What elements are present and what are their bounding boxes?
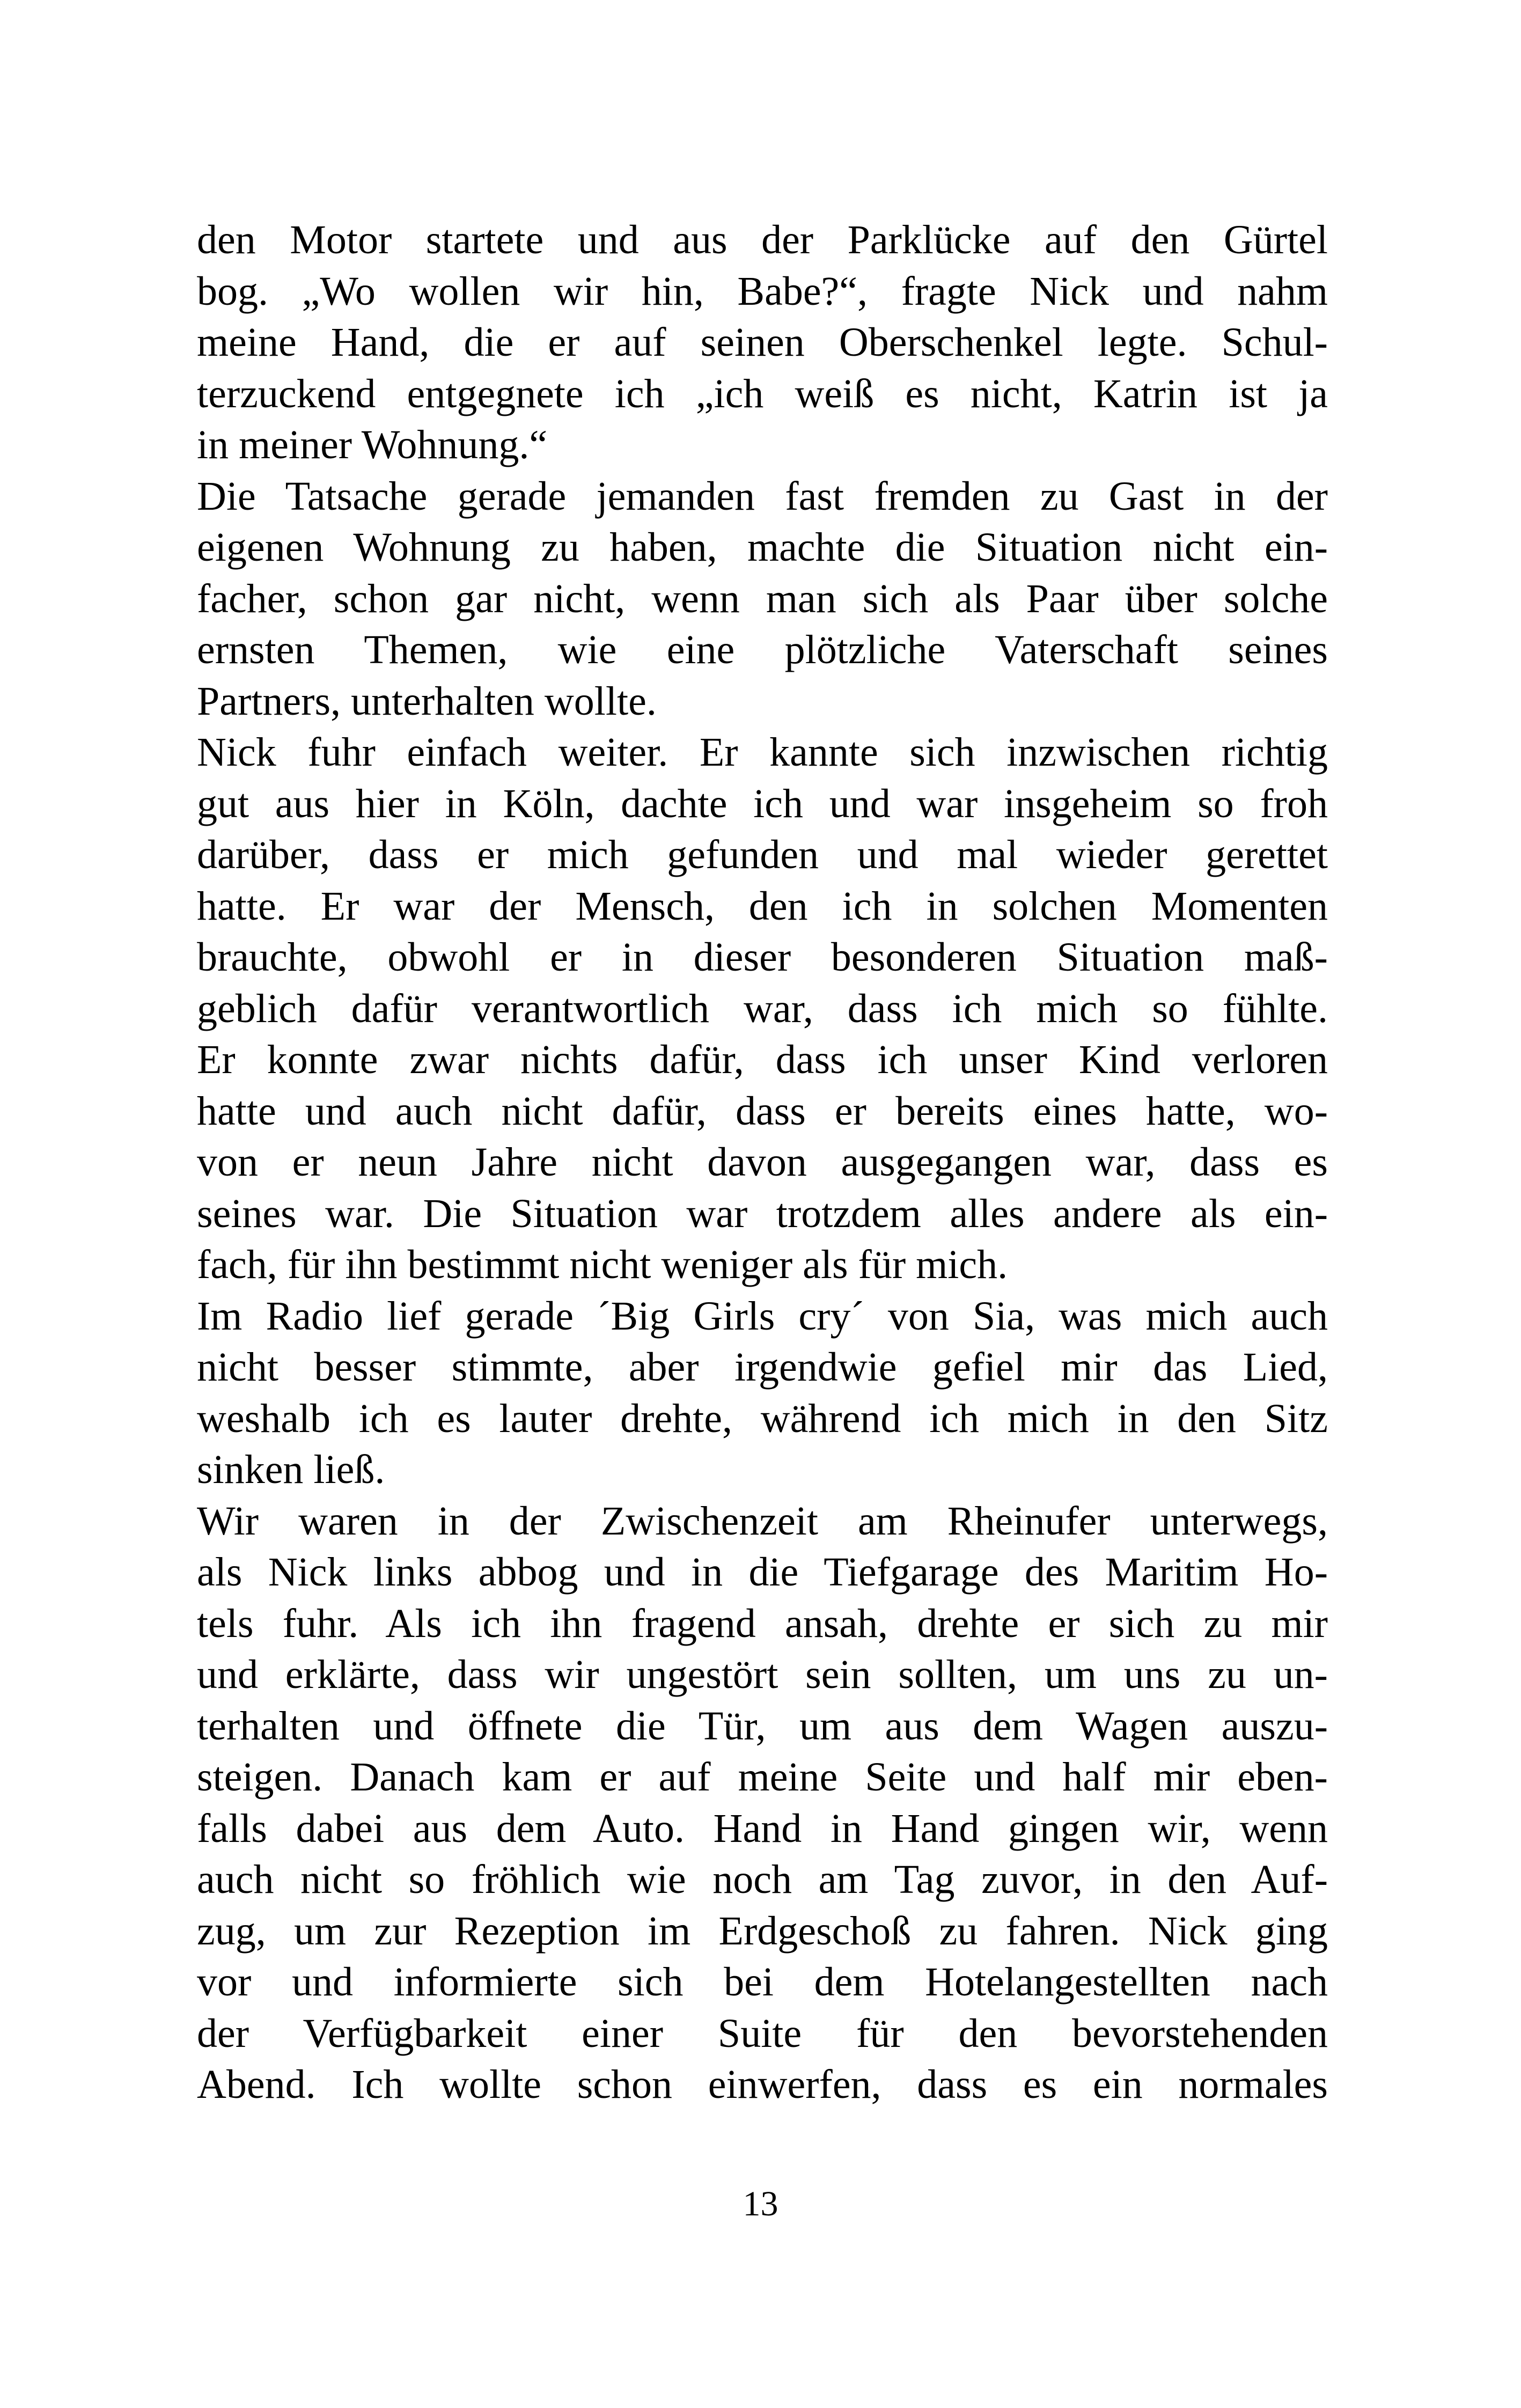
text-line: zug, um zur Rezeption im Erdgeschoß zu fahren. Nick ging <box>197 1908 1328 1954</box>
text-line: den Motor startete und aus der Parklücke auf den Gürtel <box>197 217 1328 262</box>
text-line: terzuckend entgegnete ich „ich weiß es nicht, Katrin ist ja <box>197 371 1328 416</box>
text-line: meine Hand, die er auf seinen Oberschenkel legte. Schul- <box>197 320 1328 365</box>
text-line: falls dabei aus dem Auto. Hand in Hand gingen wir, wenn <box>197 1805 1328 1851</box>
text-line: seines war. Die Situation war trotzdem alles andere als ein- <box>197 1191 1328 1236</box>
text-line: fach, für ihn bestimmt nicht weniger als für mich. <box>197 1242 1008 1287</box>
text-line: weshalb ich es lauter drehte, während ich mich in den Sitz <box>197 1396 1328 1441</box>
text-line: Abend. Ich wollte schon einwerfen, dass es ein normales <box>197 2062 1328 2107</box>
text-line: steigen. Danach kam er auf meine Seite und half mir eben- <box>197 1754 1328 1800</box>
body-text <box>197 215 1328 2111</box>
text-line: Wir waren in der Zwischenzeit am Rheinufer unterwegs, <box>197 1498 1328 1544</box>
text-line: terhalten und öffnete die Tür, um aus dem Wagen auszu- <box>197 1703 1328 1749</box>
text-line: sinken ließ. <box>197 1447 385 1492</box>
text-line: Im Radio lief gerade ´Big Girls cry´ von Sia, was mich auch <box>197 1293 1328 1339</box>
text-line: vor und informierte sich bei dem Hotelangestellten nach <box>197 1959 1328 2005</box>
text-line: in meiner Wohnung.“ <box>197 422 548 467</box>
text-line: Partners, unterhalten wollte. <box>197 678 657 724</box>
text-line: Nick fuhr einfach weiter. Er kannte sich inzwischen richtig <box>197 730 1328 775</box>
text-line: facher, schon gar nicht, wenn man sich als Paar über solche <box>197 576 1328 621</box>
text-line: hatte. Er war der Mensch, den ich in solchen Momenten <box>197 883 1328 929</box>
text-line: und erklärte, dass wir ungestört sein sollten, um uns zu un- <box>197 1652 1328 1697</box>
text-line: auch nicht so fröhlich wie noch am Tag zuvor, in den Auf- <box>197 1857 1328 1902</box>
text-line: eigenen Wohnung zu haben, machte die Situation nicht ein- <box>197 525 1328 570</box>
text-line: darüber, dass er mich gefunden und mal wieder gerettet <box>197 832 1328 877</box>
text-line: ernsten Themen, wie eine plötzliche Vaterschaft seines <box>197 627 1328 672</box>
text-line: Die Tatsache gerade jemanden fast fremden zu Gast in der <box>197 473 1328 519</box>
text-line: Er konnte zwar nichts dafür, dass ich unser Kind verloren <box>197 1037 1328 1082</box>
text-line: gut aus hier in Köln, dachte ich und war insgeheim so froh <box>197 781 1328 826</box>
text-line: der Verfügbarkeit einer Suite für den bevorstehenden <box>197 2010 1328 2056</box>
text-line: als Nick links abbog und in die Tiefgarage des Maritim Ho- <box>197 1550 1328 1595</box>
text-line: tels fuhr. Als ich ihn fragend ansah, drehte er sich zu mir <box>197 1601 1328 1646</box>
text-line: geblich dafür verantwortlich war, dass ich mich so fühlte. <box>197 986 1328 1031</box>
text-line: hatte und auch nicht dafür, dass er bereits eines hatte, wo- <box>197 1088 1328 1134</box>
page-number: 13 <box>743 2184 778 2223</box>
text-line: bog. „Wo wollen wir hin, Babe?“, fragte Nick und nahm <box>197 268 1328 314</box>
text-line: von er neun Jahre nicht davon ausgegangen war, dass es <box>197 1140 1328 1185</box>
text-line: brauchte, obwohl er in dieser besonderen Situation maß- <box>197 935 1328 980</box>
text-line: nicht besser stimmte, aber irgendwie gefiel mir das Lied, <box>197 1345 1328 1390</box>
